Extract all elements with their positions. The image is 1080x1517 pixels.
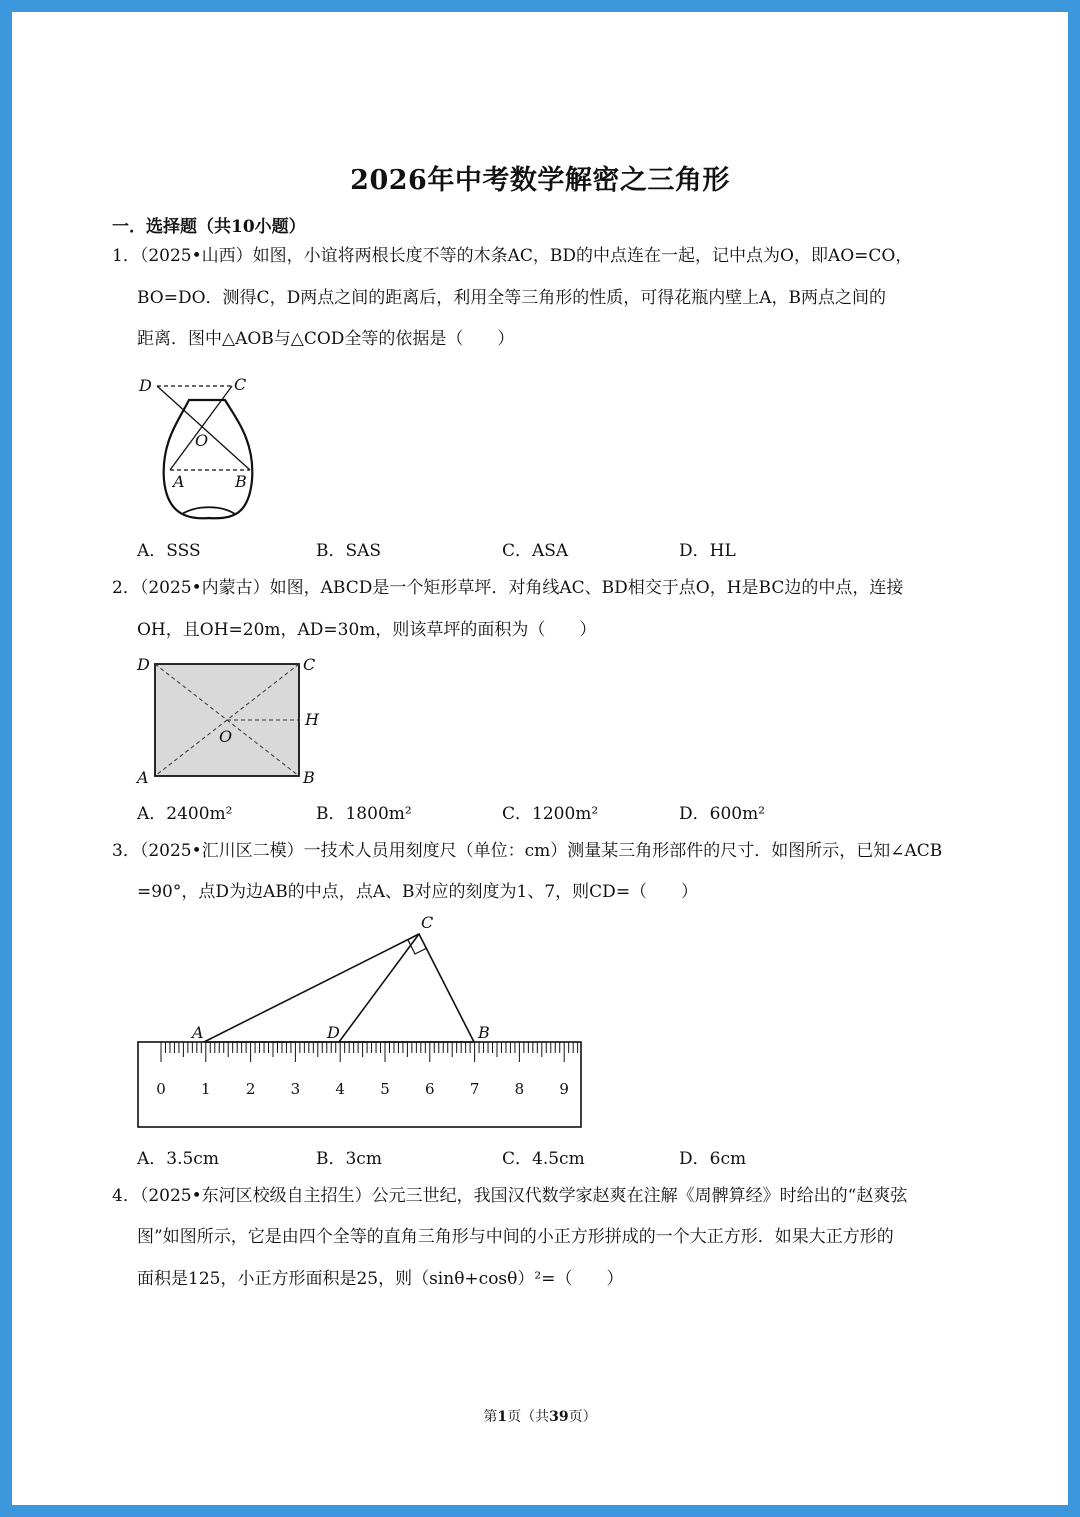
q2-source: （2025•内蒙古） xyxy=(139,578,270,598)
label-b: B xyxy=(235,472,247,491)
q3-option-a[interactable]: A．3.5cm xyxy=(137,1149,219,1169)
q1-option-b[interactable]: B．SAS xyxy=(316,541,382,561)
vase-base xyxy=(182,507,235,514)
q4-source: （2025•东河区校级自主招生） xyxy=(139,1186,372,1206)
q3-ruler-figure xyxy=(137,912,587,1132)
q1-vase-figure xyxy=(137,362,267,522)
ruler-label-9: 9 xyxy=(559,1080,569,1098)
label-a: A xyxy=(173,472,185,491)
segment-cd xyxy=(339,934,419,1042)
q1-line-3: 距离．图中△AOB与△COD全等的依据是（ ） xyxy=(137,329,515,349)
label-a: A xyxy=(192,1023,204,1042)
stick-ac xyxy=(170,386,232,470)
exam-page xyxy=(12,12,1068,1505)
q2-line-2: OH，且OH=20m，AD=30m，则该草坪的面积为（ ） xyxy=(137,620,597,640)
label-b: B xyxy=(303,768,315,787)
label-d: D xyxy=(327,1023,340,1042)
q2-number: 2． xyxy=(112,578,140,598)
footer-suffix: 页） xyxy=(568,1409,597,1425)
q4-line-1 xyxy=(112,1185,907,1207)
q4-line-2: 图”如图所示，它是由四个全等的直角三角形与中间的小正方形拼成的一个大正方形．如果大正方形的 xyxy=(137,1227,894,1247)
q3-option-c[interactable]: C．4.5cm xyxy=(502,1149,585,1169)
page-title: 2026年中考数学解密之三角形 xyxy=(350,165,730,196)
footer-page-number: 1 xyxy=(497,1409,508,1425)
ruler-label-0: 0 xyxy=(156,1080,166,1098)
q4-line-3: 面积是125，小正方形面积是25，则（sinθ+cosθ）²=（ ） xyxy=(137,1269,624,1289)
ruler-label-6: 6 xyxy=(425,1080,435,1098)
q3-line-2: =90°，点D为边AB的中点，点A、B对应的刻度为1、7，则CD=（ ） xyxy=(137,882,699,902)
footer-total-pages: 39 xyxy=(549,1409,569,1425)
q1-option-c[interactable]: C．ASA xyxy=(502,541,569,561)
q1-option-a[interactable]: A．SSS xyxy=(137,541,201,561)
label-o: O xyxy=(219,727,233,746)
label-o: O xyxy=(195,431,209,450)
q3-option-b[interactable]: B．3cm xyxy=(316,1149,382,1169)
ruler-label-4: 4 xyxy=(335,1080,345,1098)
q3-option-d[interactable]: D．6cm xyxy=(679,1149,747,1169)
label-a: A xyxy=(137,768,149,787)
ruler-label-5: 5 xyxy=(380,1080,390,1098)
q3-line-1 xyxy=(112,840,942,862)
q4-text-1: 公元三世纪，我国汉代数学家赵爽在注解《周髀算经》时给出的“赵爽弦 xyxy=(371,1186,908,1206)
footer-prefix: 第 xyxy=(483,1409,498,1425)
ruler-label-3: 3 xyxy=(290,1080,301,1098)
label-d: D xyxy=(137,655,150,674)
ruler-label-1: 1 xyxy=(201,1080,211,1098)
label-b: B xyxy=(478,1023,490,1042)
q2-option-c[interactable]: C．1200m² xyxy=(502,804,599,824)
ruler-label-7: 7 xyxy=(469,1080,480,1098)
q1-line-1 xyxy=(112,245,912,267)
q1-number: 1． xyxy=(112,246,140,266)
q2-text-1: 如图，ABCD是一个矩形草坪．对角线AC、BD相交于点O，H是BC边的中点，连接 xyxy=(269,578,904,598)
q2-option-b[interactable]: B．1800m² xyxy=(316,804,412,824)
q1-source: （2025•山西） xyxy=(139,246,253,266)
page-footer xyxy=(12,1406,1068,1426)
q3-number: 3． xyxy=(112,841,140,861)
right-angle-mark xyxy=(408,940,427,954)
q2-rectangle-figure xyxy=(137,654,337,789)
q3-text-1: 一技术人员用刻度尺（单位：cm）测量某三角形部件的尺寸．如图所示，已知∠ACB xyxy=(303,841,943,861)
q1-option-d[interactable]: D．HL xyxy=(679,541,736,561)
ruler-label-2: 2 xyxy=(245,1080,256,1098)
label-c: C xyxy=(421,913,434,932)
section-heading: 一．选择题（共10小题） xyxy=(112,217,306,237)
label-c: C xyxy=(303,655,316,674)
q2-line-1 xyxy=(112,577,903,599)
q1-text-1: 如图，小谊将两根长度不等的木条AC，BD的中点连在一起，记中点为O，即AO=CO， xyxy=(252,246,913,266)
footer-mid: 页（共 xyxy=(507,1409,550,1425)
stick-bd xyxy=(157,386,250,470)
q1-line-2: BO=DO．测得C，D两点之间的距离后，利用全等三角形的性质，可得花瓶内壁上A，B两点之间的 xyxy=(137,288,886,308)
label-h: H xyxy=(305,710,319,729)
q3-source: （2025•汇川区二模） xyxy=(139,841,304,861)
q2-option-d[interactable]: D．600m² xyxy=(679,804,766,824)
q4-number: 4． xyxy=(112,1186,140,1206)
label-c: C xyxy=(234,375,247,394)
ruler-label-8: 8 xyxy=(514,1080,525,1098)
label-d: D xyxy=(139,376,152,395)
q2-option-a[interactable]: A．2400m² xyxy=(137,804,233,824)
